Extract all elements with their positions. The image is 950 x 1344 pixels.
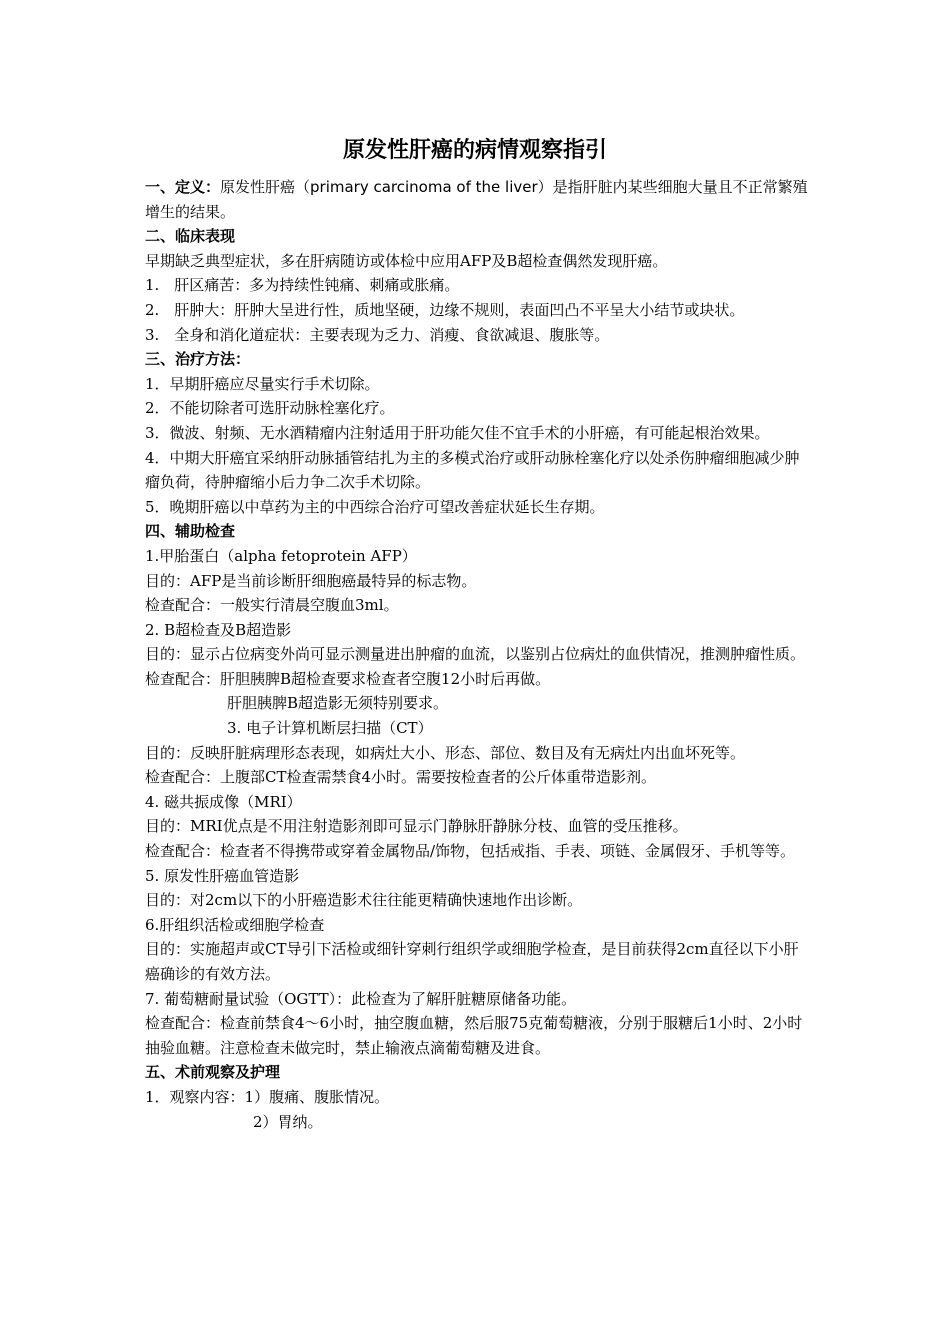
exam-indented-line: 肝胆胰脾B超造影无须特别要求。 bbox=[227, 694, 449, 713]
exam-line: 目的：对2cm以下的小肝癌造影术往往能更精确快速地作出诊断。 bbox=[145, 891, 583, 910]
exam-line: 检查配合：检查前禁食4～6小时，抽空腹血糖，然后服75克葡萄糖液，分别于服糖后1小时、2小时抽验血糖。注意检查未做完时，禁止输液点滴葡萄糖及进食。 bbox=[145, 1014, 803, 1057]
clinical-item: 3. 全身和消化道症状：主要表现为乏力、消瘦、食欲减退、腹胀等。 bbox=[145, 325, 610, 344]
section-heading-preop: 五、术前观察及护理 bbox=[145, 1063, 281, 1082]
exam-line: 检查配合：肝胆胰脾B超检查要求检查者空腹12小时后再做。 bbox=[145, 669, 551, 688]
exam-line: 检查配合：一般实行清晨空腹血3ml。 bbox=[145, 596, 399, 615]
exam-line: 目的：MRI优点是不用注射造影剂即可显示门静脉肝静脉分枝、血管的受压推移。 bbox=[145, 817, 688, 836]
section-heading-clinical: 二、临床表现 bbox=[145, 227, 236, 246]
exam-line: 6.肝组织活检或细胞学检查 bbox=[145, 915, 325, 934]
treatment-item: 1．早期肝癌应尽量实行手术切除。 bbox=[145, 374, 380, 393]
exam-indented-line: 3. 电子计算机断层扫描（CT） bbox=[227, 719, 433, 738]
exam-line: 2. B超检查及B超造影 bbox=[145, 620, 292, 639]
section-heading-treatment: 三、治疗方法： bbox=[145, 350, 251, 369]
exam-line: 7. 葡萄糖耐量试验（OGTT）：此检查为了解肝脏糖原储备功能。 bbox=[145, 989, 577, 1008]
document-title: 原发性肝癌的病情观察指引 bbox=[342, 138, 607, 163]
section-heading-exams: 四、辅助检查 bbox=[145, 522, 236, 541]
exam-line: 检查配合：上腹部CT检查需禁食4小时。需要按检查者的公斤体重带造影剂。 bbox=[145, 768, 657, 787]
exam-line: 5. 原发性肝癌血管造影 bbox=[145, 866, 300, 885]
treatment-item: 2．不能切除者可选肝动脉栓塞化疗。 bbox=[145, 399, 395, 418]
exam-line: 目的：实施超声或CT导引下活检或细针穿刺行组织学或细胞学检查，是目前获得2cm直径以下小肝癌确诊的有效方法。 bbox=[145, 940, 799, 983]
treatment-item: 5．晚期肝癌以中草药为主的中西综合治疗可望改善症状延长生存期。 bbox=[145, 497, 605, 516]
exam-line: 1.甲胎蛋白（alpha fetoprotein AFP） bbox=[145, 546, 417, 565]
exam-line: 4. 磁共振成像（MRI） bbox=[145, 792, 302, 811]
clinical-item: 2. 肝肿大：肝肿大呈进行性，质地坚硬，边缘不规则，表面凹凸不平呈大小结节或块状。 bbox=[145, 300, 745, 319]
document-body bbox=[145, 175, 810, 1134]
definition-label: 一、定义： bbox=[145, 178, 221, 196]
treatment-item: 3．微波、射频、无水酒精瘤内注射适用于肝功能欠佳不宜手术的小肝癌，有可能起根治效果。 bbox=[145, 423, 770, 442]
clinical-item: 1. 肝区痛苦：多为持续性钝痛、刺痛或胀痛。 bbox=[145, 276, 460, 295]
exam-line: 检查配合：检查者不得携带或穿着金属物品/饰物，包括戒指、手表、项链、金属假牙、手机等等。 bbox=[145, 842, 796, 861]
treatment-item: 4．中期大肝癌宜采纳肝动脉插管结扎为主的多模式治疗或肝动脉栓塞化疗以处杀伤肿瘤细胞减少肿瘤负荷，待肿瘤缩小后力争二次手术切除。 bbox=[145, 448, 800, 492]
exam-line: 目的：显示占位病变外尚可显示测量进出肿瘤的血流，以鉴别占位病灶的血供情况，推测肿瘤性质。 bbox=[145, 645, 806, 664]
preop-indented-line: 2）胃纳。 bbox=[253, 1112, 323, 1131]
clinical-intro: 早期缺乏典型症状，多在肝病随访或体检中应用AFP及B超检查偶然发现肝癌。 bbox=[145, 251, 668, 270]
definition-text: 原发性肝癌（primary carcinoma of the liver）是指肝脏内某些细胞大量且不正常繁殖增生的结果。 bbox=[145, 178, 808, 221]
exam-line: 目的：AFP是当前诊断肝细胞癌最特异的标志物。 bbox=[145, 571, 477, 590]
definition-paragraph bbox=[145, 175, 810, 224]
exam-line: 目的：反映肝脏病理形态表现，如病灶大小、形态、部位、数目及有无病灶内出血坏死等。 bbox=[145, 743, 746, 762]
preop-line: 1．观察内容：1）腹痛、腹胀情况。 bbox=[145, 1087, 390, 1106]
